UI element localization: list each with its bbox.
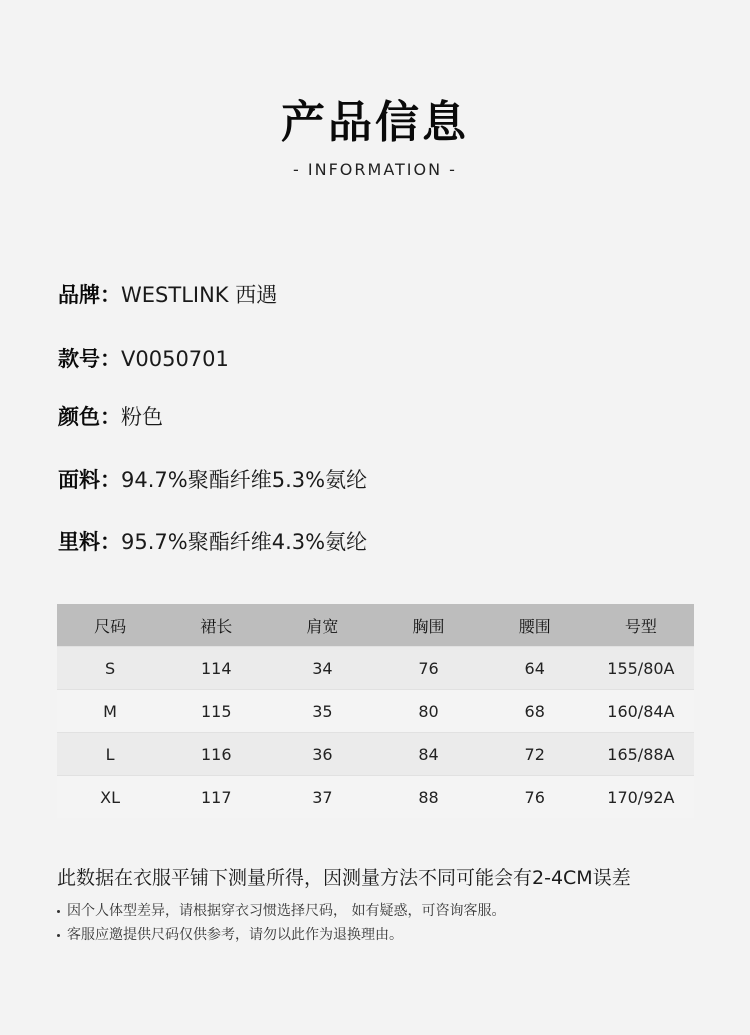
table-cell: XL bbox=[57, 776, 163, 819]
table-cell: 35 bbox=[269, 690, 375, 733]
table-cell: 117 bbox=[163, 776, 269, 819]
info-label: 品牌： bbox=[58, 283, 121, 307]
table-cell: 160/84A bbox=[588, 690, 694, 733]
table-cell: 114 bbox=[163, 647, 269, 690]
column-header-size: 尺码 bbox=[57, 604, 163, 647]
table-cell: 64 bbox=[482, 647, 588, 690]
size-table-header bbox=[57, 604, 694, 647]
table-cell: 72 bbox=[482, 733, 588, 776]
table-cell: 155/80A bbox=[588, 647, 694, 690]
table-cell: 68 bbox=[482, 690, 588, 733]
info-row-color bbox=[58, 401, 163, 431]
column-header-length: 裙长 bbox=[163, 604, 269, 647]
table-cell: 165/88A bbox=[588, 733, 694, 776]
table-cell: 170/92A bbox=[588, 776, 694, 819]
info-row-brand bbox=[58, 279, 277, 309]
info-label: 里料： bbox=[58, 530, 121, 554]
bullet-dot-icon bbox=[57, 934, 60, 937]
table-cell: 76 bbox=[375, 647, 481, 690]
table-row bbox=[57, 690, 694, 733]
column-header-shoulder: 肩宽 bbox=[269, 604, 375, 647]
info-value: 94.7%聚酯纤维5.3%氨纶 bbox=[121, 468, 368, 492]
note-text: 因个人体型差异，请根据穿衣习惯选择尺码， 如有疑惑，可咨询客服。 bbox=[67, 903, 506, 919]
table-cell: 37 bbox=[269, 776, 375, 819]
info-row-lining bbox=[58, 526, 367, 556]
info-label: 面料： bbox=[58, 468, 121, 492]
table-row bbox=[57, 647, 694, 690]
info-label: 颜色： bbox=[58, 405, 121, 429]
table-cell: M bbox=[57, 690, 163, 733]
info-value: 粉色 bbox=[121, 405, 163, 429]
table-cell: S bbox=[57, 647, 163, 690]
note-item bbox=[57, 900, 505, 920]
table-cell: 34 bbox=[269, 647, 375, 690]
column-header-fit: 号型 bbox=[588, 604, 694, 647]
page-title: 产品信息 bbox=[281, 97, 469, 148]
bullet-dot-icon bbox=[57, 910, 60, 913]
info-row-fabric bbox=[58, 464, 367, 494]
column-header-bust: 胸围 bbox=[375, 604, 481, 647]
table-row bbox=[57, 733, 694, 776]
table-cell: L bbox=[57, 733, 163, 776]
page-subtitle: - INFORMATION - bbox=[293, 160, 457, 179]
column-header-waist: 腰围 bbox=[482, 604, 588, 647]
size-table bbox=[57, 604, 694, 818]
info-value: WESTLINK 西遇 bbox=[121, 283, 278, 307]
table-cell: 84 bbox=[375, 733, 481, 776]
table-row bbox=[57, 776, 694, 819]
table-cell: 76 bbox=[482, 776, 588, 819]
note-text: 客服应邀提供尺码仅供参考，请勿以此作为退换理由。 bbox=[67, 927, 403, 943]
table-cell: 115 bbox=[163, 690, 269, 733]
info-label: 款号： bbox=[58, 347, 121, 371]
info-value: 95.7%聚酯纤维4.3%氨纶 bbox=[121, 530, 368, 554]
info-value: V0050701 bbox=[121, 347, 229, 371]
table-cell: 80 bbox=[375, 690, 481, 733]
table-cell: 36 bbox=[269, 733, 375, 776]
note-item bbox=[57, 924, 403, 944]
measurement-note: 此数据在衣服平铺下测量所得，因测量方法不同可能会有2-4CM误差 bbox=[57, 867, 631, 889]
table-cell: 88 bbox=[375, 776, 481, 819]
table-cell: 116 bbox=[163, 733, 269, 776]
info-row-style-number bbox=[58, 343, 229, 373]
